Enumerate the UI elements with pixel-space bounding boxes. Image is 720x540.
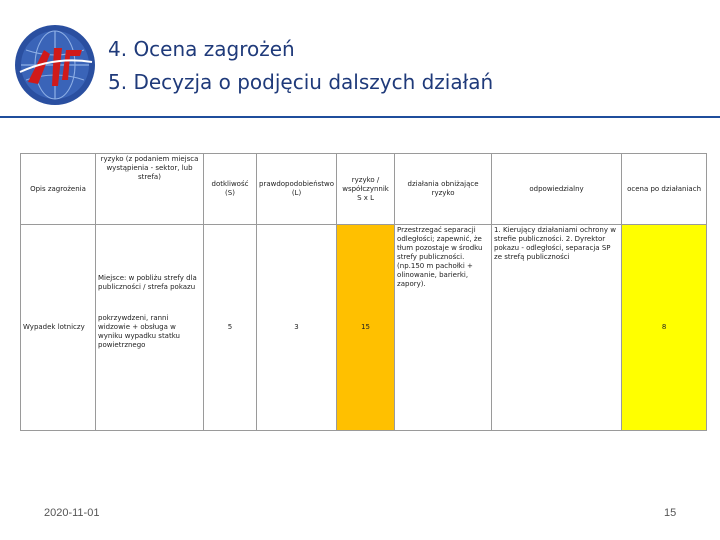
header-dzialania: działania obniżające ryzyko <box>395 154 492 225</box>
cell-ryzyko: 15 <box>337 225 395 431</box>
slide-title-line-1: 4. Ocena zagrożeń <box>108 37 295 61</box>
page-number: 15 <box>664 507 677 519</box>
slide-title-line-2: 5. Decyzja o podjęciu dalszych działań <box>108 70 494 94</box>
cell-odpowiedzialny: 1. Kierujący działaniami ochrony w strefie publiczności. 2. Dyrektor pokazu - odległości, separacja SP ze strefą publiczności <box>492 225 622 431</box>
header-ryzyko: ryzyko / współczynnik S x L <box>337 154 395 225</box>
header-miejsce: ryzyko (z podaniem miejsca wystąpienia - sektor, lub strefa) <box>96 154 204 225</box>
risk-assessment-table <box>20 153 707 431</box>
slide-header <box>0 0 720 116</box>
header-prawdopodobienstwo: prawdopodobieństwo (L) <box>257 154 337 225</box>
cell-opis: Wypadek lotniczy <box>21 225 96 431</box>
cell-ocena-po: 8 <box>622 225 707 431</box>
cell-miejsce-consequence: pokrzywdzeni, ranni widzowie + obsługa w wyniku wypadku statku powietrznego <box>98 314 180 349</box>
header-dotkliwosc: dotkliwość (S) <box>204 154 257 225</box>
cell-dzialania: Przestrzegać separacji odległości; zapewnić, że tłum pozostaje w środku strefy publiczności. (np.150 m pachołki + olinowanie, barierki, zapory). <box>395 225 492 431</box>
ulc-logo <box>10 20 100 110</box>
table-row <box>21 225 707 431</box>
footer-date: 2020-11-01 <box>44 507 100 519</box>
header-odpowiedzialny: odpowiedzialny <box>492 154 622 225</box>
header-opis: Opis zagrożenia <box>21 154 96 225</box>
table-header-row <box>21 154 707 225</box>
cell-miejsce-location: Miejsce: w pobliżu strefy dla publiczności / strefa pokazu <box>98 274 197 291</box>
header-divider <box>0 116 720 118</box>
cell-prawdopodobienstwo: 3 <box>257 225 337 431</box>
cell-dotkliwosc: 5 <box>204 225 257 431</box>
cell-miejsce <box>96 225 204 431</box>
header-ocena-po: ocena po działaniach <box>622 154 707 225</box>
